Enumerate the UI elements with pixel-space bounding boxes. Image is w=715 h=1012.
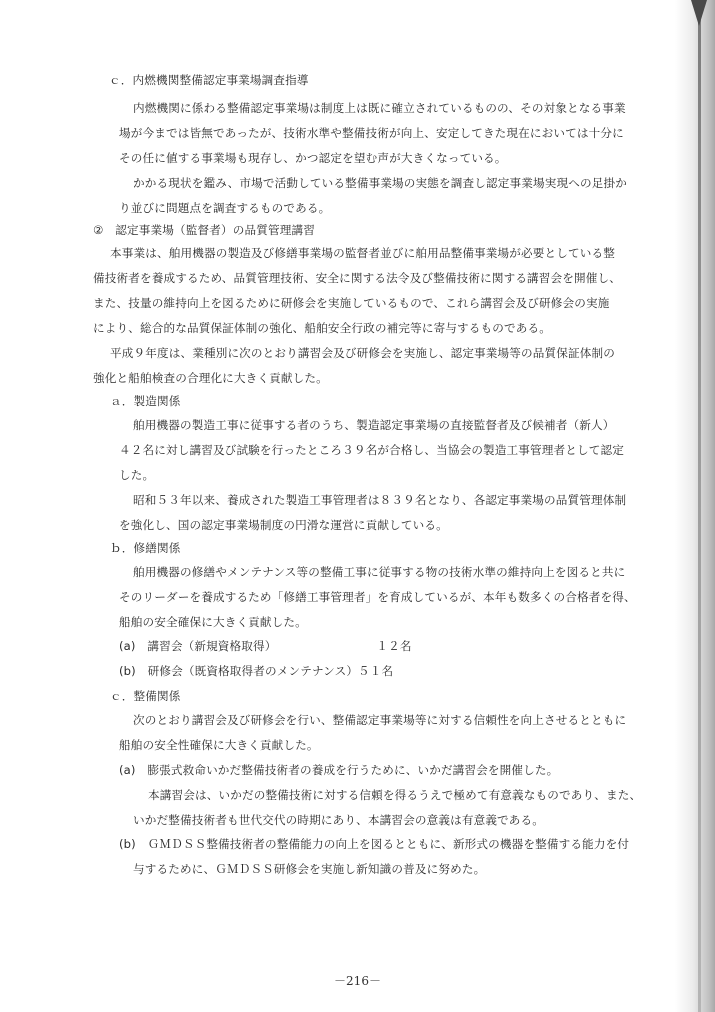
paragraph-line: 舶用機器の製造工事に従事する者のうち、製造認定事業場の直接監督者及び候補者（新人） (133, 418, 615, 432)
paragraph-line: 場が今までは皆無であったが、技術水準や整備技術が向上、安定してきた現在においては十分に (119, 126, 624, 140)
heading-a-manufacturing: ａ．製造関係 (110, 394, 181, 408)
paragraph-line: 平成９年度は、業種別に次のとおり講習会及び研修会を実施し、認定事業場等の品質保証体制の (110, 346, 615, 360)
list-item-liferaft: (a) 膨張式救命いかだ整備技術者の養成を行うために、いかだ講習会を開催した。 (119, 763, 559, 777)
heading-c-maintenance: ｃ．整備関係 (110, 689, 181, 703)
paragraph-line: 備技術者を養成するため、品質管理技術、安全に関する法令及び整備技術に関する講習会を開催し、 (93, 271, 622, 285)
paragraph-line: 与するために、ＧＭＤＳＳ研修会を実施し新知識の普及に努めた。 (133, 862, 486, 876)
list-item-gmdss: (b) ＧＭＤＳＳ整備技術者の整備能力の向上を図るとともに、新形式の機器を整備する能力を付 (119, 837, 630, 851)
binding-clip-icon (691, 0, 707, 26)
list-item-training-maintenance: (b) 研修会（既資格取得者のメンテナンス）５１名 (119, 664, 394, 678)
paragraph-line: また、技量の維持向上を図るために研修会を実施しているもので、これら講習会及び研修会の実施 (93, 296, 610, 310)
heading-2-quality-training: ② 認定事業場（監督者）の品質管理講習 (93, 223, 315, 237)
page-number: －216－ (334, 974, 381, 988)
heading-b-repair: ｂ．修繕関係 (110, 541, 181, 555)
paragraph-line: り並びに問題点を調査するものである。 (119, 201, 331, 215)
paragraph-line: 船舶の安全性確保に大きく貢献した。 (119, 738, 319, 752)
paragraph-line: した。 (119, 468, 155, 482)
scan-binding-line (698, 0, 701, 1012)
paragraph-line: そのリーダーを養成するため「修繕工事管理者」を育成しているが、本年も数多くの合格者を得、 (119, 590, 636, 604)
paragraph-line: その任に値する事業場も現存し、かつ認定を望む声が大きくなっている。 (119, 151, 507, 165)
paragraph-line: 昭和５３年以来、養成された製造工事管理者は８３９名となり、各認定事業場の品質管理体制 (133, 493, 627, 507)
paragraph-line: 舶用機器の修繕やメンテナンス等の整備工事に従事する物の技術水準の維持向上を図ると共に (133, 565, 626, 579)
paragraph-line: ４２名に対し講習及び試験を行ったところ３９名が合格し、当協会の製造工事管理者として認定 (119, 443, 624, 457)
paragraph-line: 船舶の安全確保に大きく貢献した。 (119, 615, 307, 629)
paragraph-line: 次のとおり講習会及び研修会を行い、整備認定事業場等に対する信頼性を向上させるとともに (133, 713, 627, 727)
paragraph-line: 強化と船舶検査の合理化に大きく貢献した。 (93, 371, 328, 385)
paragraph-line: を強化し、国の認定事業場制度の円滑な運営に貢献している。 (119, 518, 448, 532)
paragraph-line: 内燃機関に係わる整備認定事業場は制度上は既に確立されているものの、その対象となる事業 (133, 101, 626, 115)
paragraph-line: かかる現状を鑑み、市場で活動している整備事業場の実態を調査し認定事業場実現への足掛か (133, 176, 627, 190)
list-item-training-new: (a) 講習会（新規資格取得） １２名 (119, 639, 412, 653)
scan-binding-edge (675, 0, 715, 1012)
paragraph-line: いかだ整備技術者も世代交代の時期にあり、本講習会の意義は有意義である。 (133, 813, 545, 827)
paragraph-line: により、総合的な品質保証体制の強化、船舶安全行政の補完等に寄与するものである。 (93, 321, 552, 335)
paragraph-line: 本講習会は、いかだの整備技術に対する信頼を得るうえで極めて有意義なものであり、また、 (148, 788, 642, 802)
heading-c-engine-inspection: ｃ．内燃機関整備認定事業場調査指導 (109, 73, 309, 87)
paragraph-line: 本事業は、舶用機器の製造及び修繕事業場の監督者並びに舶用品整備事業場が必要としている整 (110, 246, 615, 260)
